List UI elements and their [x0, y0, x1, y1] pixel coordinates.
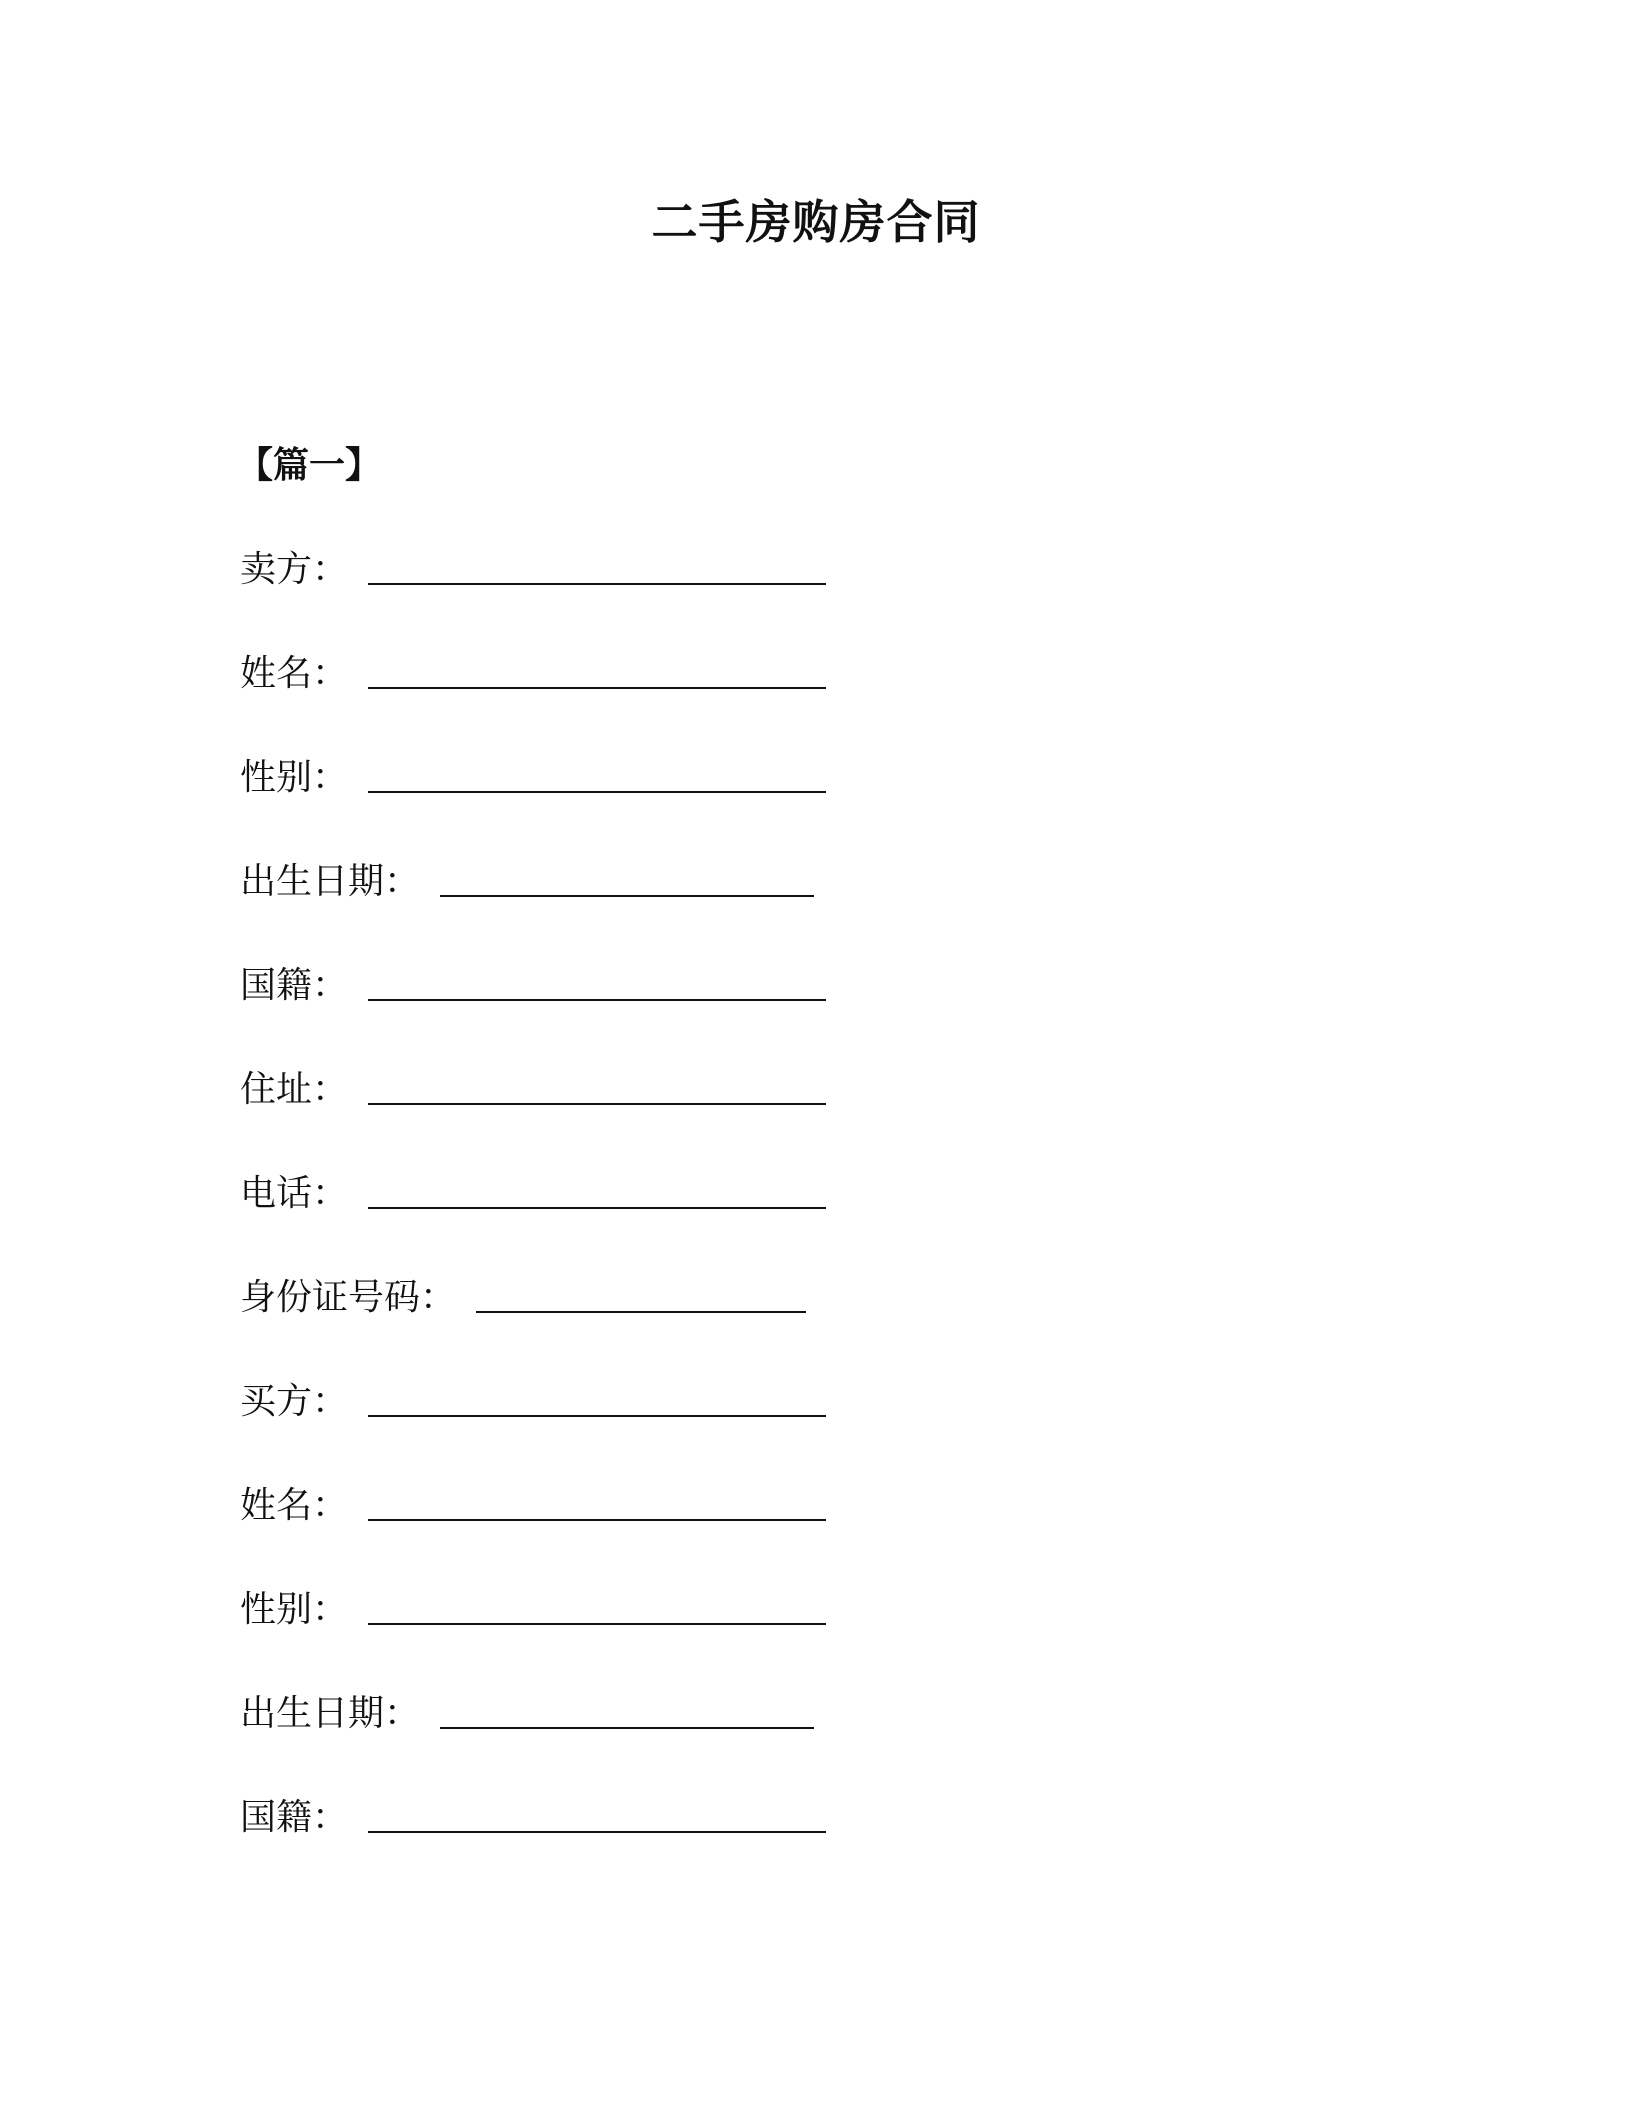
form-field-row: [240, 1060, 1140, 1164]
field-label: 出生日期: [240, 861, 385, 902]
fill-in-blank-line[interactable]: [440, 857, 814, 897]
form-field-row: [240, 1164, 1140, 1268]
field-colon: ：: [312, 1069, 349, 1110]
field-label: 买方: [240, 1381, 313, 1422]
form-field-line: [240, 748, 826, 808]
field-colon: ：: [420, 1277, 457, 1318]
field-colon: ：: [312, 1797, 349, 1838]
field-label: 国籍: [240, 1797, 313, 1838]
form-field-row: [240, 540, 1140, 644]
fill-in-blank-line[interactable]: [368, 1481, 826, 1521]
form-field-row: [240, 852, 1140, 956]
form-field-line: [240, 956, 826, 1016]
field-colon: ：: [384, 861, 421, 902]
form-field-line: [240, 1580, 826, 1640]
fill-in-blank-line[interactable]: [368, 1065, 826, 1105]
form-field-row: [240, 1372, 1140, 1476]
field-label: 姓名: [240, 1485, 313, 1526]
fill-in-blank-line[interactable]: [440, 1689, 814, 1729]
field-colon: ：: [312, 1589, 349, 1630]
field-colon: ：: [312, 757, 349, 798]
form-field-row: [240, 956, 1140, 1060]
form-field-row: [240, 644, 1140, 748]
field-colon: ：: [312, 1381, 349, 1422]
fill-in-blank-line[interactable]: [368, 1169, 826, 1209]
form-field-row: [240, 1580, 1140, 1684]
fill-in-blank-line[interactable]: [368, 649, 826, 689]
field-colon: ：: [312, 653, 349, 694]
form-field-line: [240, 644, 826, 704]
form-field-line: [240, 1372, 826, 1432]
form-field-row: [240, 1788, 1140, 1892]
field-colon: ：: [384, 1693, 421, 1734]
form-field-line: [240, 852, 814, 912]
form-field-list: [240, 540, 1140, 1892]
form-field-row: [240, 1476, 1140, 1580]
fill-in-blank-line[interactable]: [368, 961, 826, 1001]
field-label: 性别: [240, 757, 313, 798]
form-field-row: [240, 748, 1140, 852]
fill-in-blank-line[interactable]: [368, 545, 826, 585]
field-label: 姓名: [240, 653, 313, 694]
fill-in-blank-line[interactable]: [368, 753, 826, 793]
fill-in-blank-line[interactable]: [368, 1585, 826, 1625]
fill-in-blank-line[interactable]: [476, 1273, 806, 1313]
form-field-line: [240, 540, 826, 600]
fill-in-blank-line[interactable]: [368, 1377, 826, 1417]
field-label: 国籍: [240, 965, 313, 1006]
form-field-line: [240, 1788, 826, 1848]
field-label: 卖方: [240, 549, 313, 590]
field-label: 电话: [240, 1173, 313, 1214]
field-colon: ：: [312, 1173, 349, 1214]
form-field-row: [240, 1268, 1140, 1372]
section-heading: 【篇一】: [237, 445, 382, 486]
field-label: 住址: [240, 1069, 313, 1110]
field-label: 出生日期: [240, 1693, 385, 1734]
form-field-line: [240, 1060, 826, 1120]
field-colon: ：: [312, 1485, 349, 1526]
form-field-line: [240, 1684, 814, 1744]
field-colon: ：: [312, 549, 349, 590]
document-title: 二手房购房合同: [651, 195, 981, 249]
field-label: 性别: [240, 1589, 313, 1630]
form-field-line: [240, 1164, 826, 1224]
field-label: 身份证号码: [240, 1277, 421, 1318]
form-field-line: [240, 1268, 806, 1328]
form-field-line: [240, 1476, 826, 1536]
fill-in-blank-line[interactable]: [368, 1793, 826, 1833]
field-colon: ：: [312, 965, 349, 1006]
form-field-row: [240, 1684, 1140, 1788]
